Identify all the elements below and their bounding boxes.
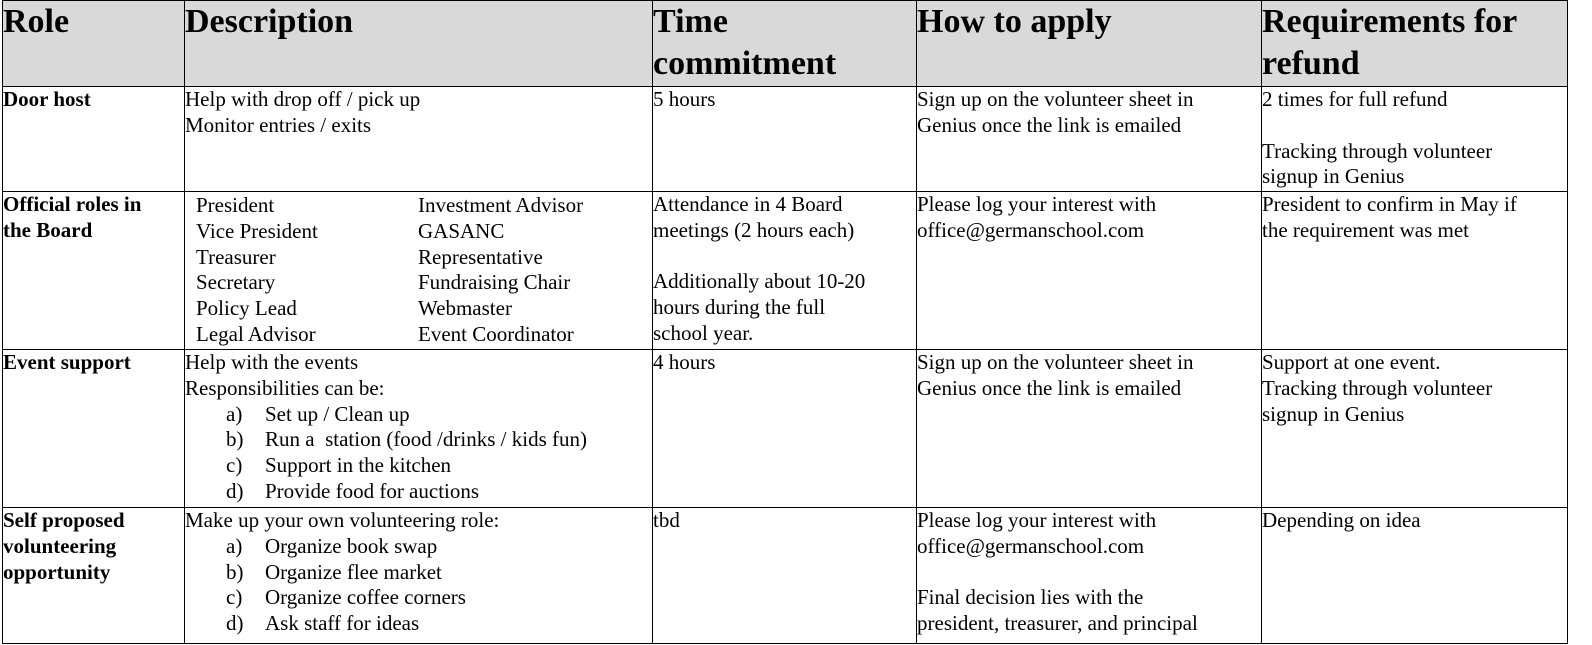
- table-row: [3, 508, 1568, 644]
- list-item: c) Organize coffee corners: [226, 585, 466, 610]
- board-roles-column-1: President Vice President Treasurer Secretary Policy Lead Legal Advisor: [196, 193, 318, 346]
- role-cell: Self proposed volunteering opportunity: [3, 508, 185, 644]
- table-row: [3, 350, 1568, 508]
- time-commitment-cell: 4 hours: [653, 350, 917, 508]
- refund-requirement-cell: President to confirm in May if the requirement was met: [1262, 192, 1568, 350]
- list-item: a) Set up / Clean up: [226, 401, 410, 426]
- time-commitment-cell: Attendance in 4 Board meetings (2 hours each) Additionally about 10-20 hours during the full school year.: [653, 192, 917, 350]
- how-to-apply-cell: Sign up on the volunteer sheet in Genius once the link is emailed: [917, 87, 1262, 192]
- refund-requirement-cell: 2 times for full refund Tracking through volunteer signup in Genius: [1262, 87, 1568, 192]
- header-time-commitment: Time commitment: [653, 1, 917, 87]
- board-roles-column-2: Investment Advisor GASANC Representative Fundraising Chair Webmaster Event Coordinator: [418, 193, 584, 346]
- header-description: Description: [185, 1, 653, 87]
- header-row: [3, 1, 1568, 87]
- description-cell: Help with the events Responsibilities can be: a) Set up / Clean up b) Run a station (food /drinks / kids fun) c) Support in the kitchen d) Provide food for auctions: [185, 350, 653, 508]
- header-role: Role: [3, 1, 185, 87]
- refund-requirement-cell: Depending on idea: [1262, 508, 1568, 644]
- role-cell: Door host: [3, 87, 185, 192]
- office-email: office@germanschool.com: [917, 217, 1145, 242]
- how-to-apply-cell: Please log your interest with office@germanschool.com Final decision lies with the president, treasurer, and principal: [917, 508, 1262, 644]
- header-requirements-for-refund: Requirements for refund: [1262, 1, 1568, 87]
- list-item: a) Organize book swap: [226, 533, 438, 558]
- description-cell: Make up your own volunteering role: a) Organize book swap b) Organize flee market c) Organize coffee corners d) Ask staff for ideas: [185, 508, 653, 644]
- list-item: d) Provide food for auctions: [226, 478, 480, 503]
- table-row: [3, 192, 1568, 350]
- time-commitment-cell: tbd: [653, 508, 917, 644]
- volunteer-roles-table: [2, 0, 1568, 644]
- list-item: c) Support in the kitchen: [226, 453, 452, 478]
- description-cell: [185, 192, 653, 350]
- table-row: [3, 87, 1568, 192]
- role-cell: Official roles in the Board: [3, 192, 185, 350]
- how-to-apply-cell: Sign up on the volunteer sheet in Genius once the link is emailed: [917, 350, 1262, 508]
- time-commitment-cell: 5 hours: [653, 87, 917, 192]
- how-to-apply-cell: Please log your interest with office@germanschool.com: [917, 192, 1262, 350]
- list-item: d) Ask staff for ideas: [226, 611, 420, 636]
- header-how-to-apply: How to apply: [917, 1, 1262, 87]
- role-cell: Event support: [3, 350, 185, 508]
- description-cell: Help with drop off / pick up Monitor entries / exits: [185, 87, 653, 192]
- refund-requirement-cell: Support at one event. Tracking through volunteer signup in Genius: [1262, 350, 1568, 508]
- list-item: b) Run a station (food /drinks / kids fun): [226, 427, 587, 452]
- board-roles-list: [185, 192, 652, 348]
- office-email: office@germanschool.com: [917, 533, 1145, 558]
- list-item: b) Organize flee market: [226, 559, 442, 584]
